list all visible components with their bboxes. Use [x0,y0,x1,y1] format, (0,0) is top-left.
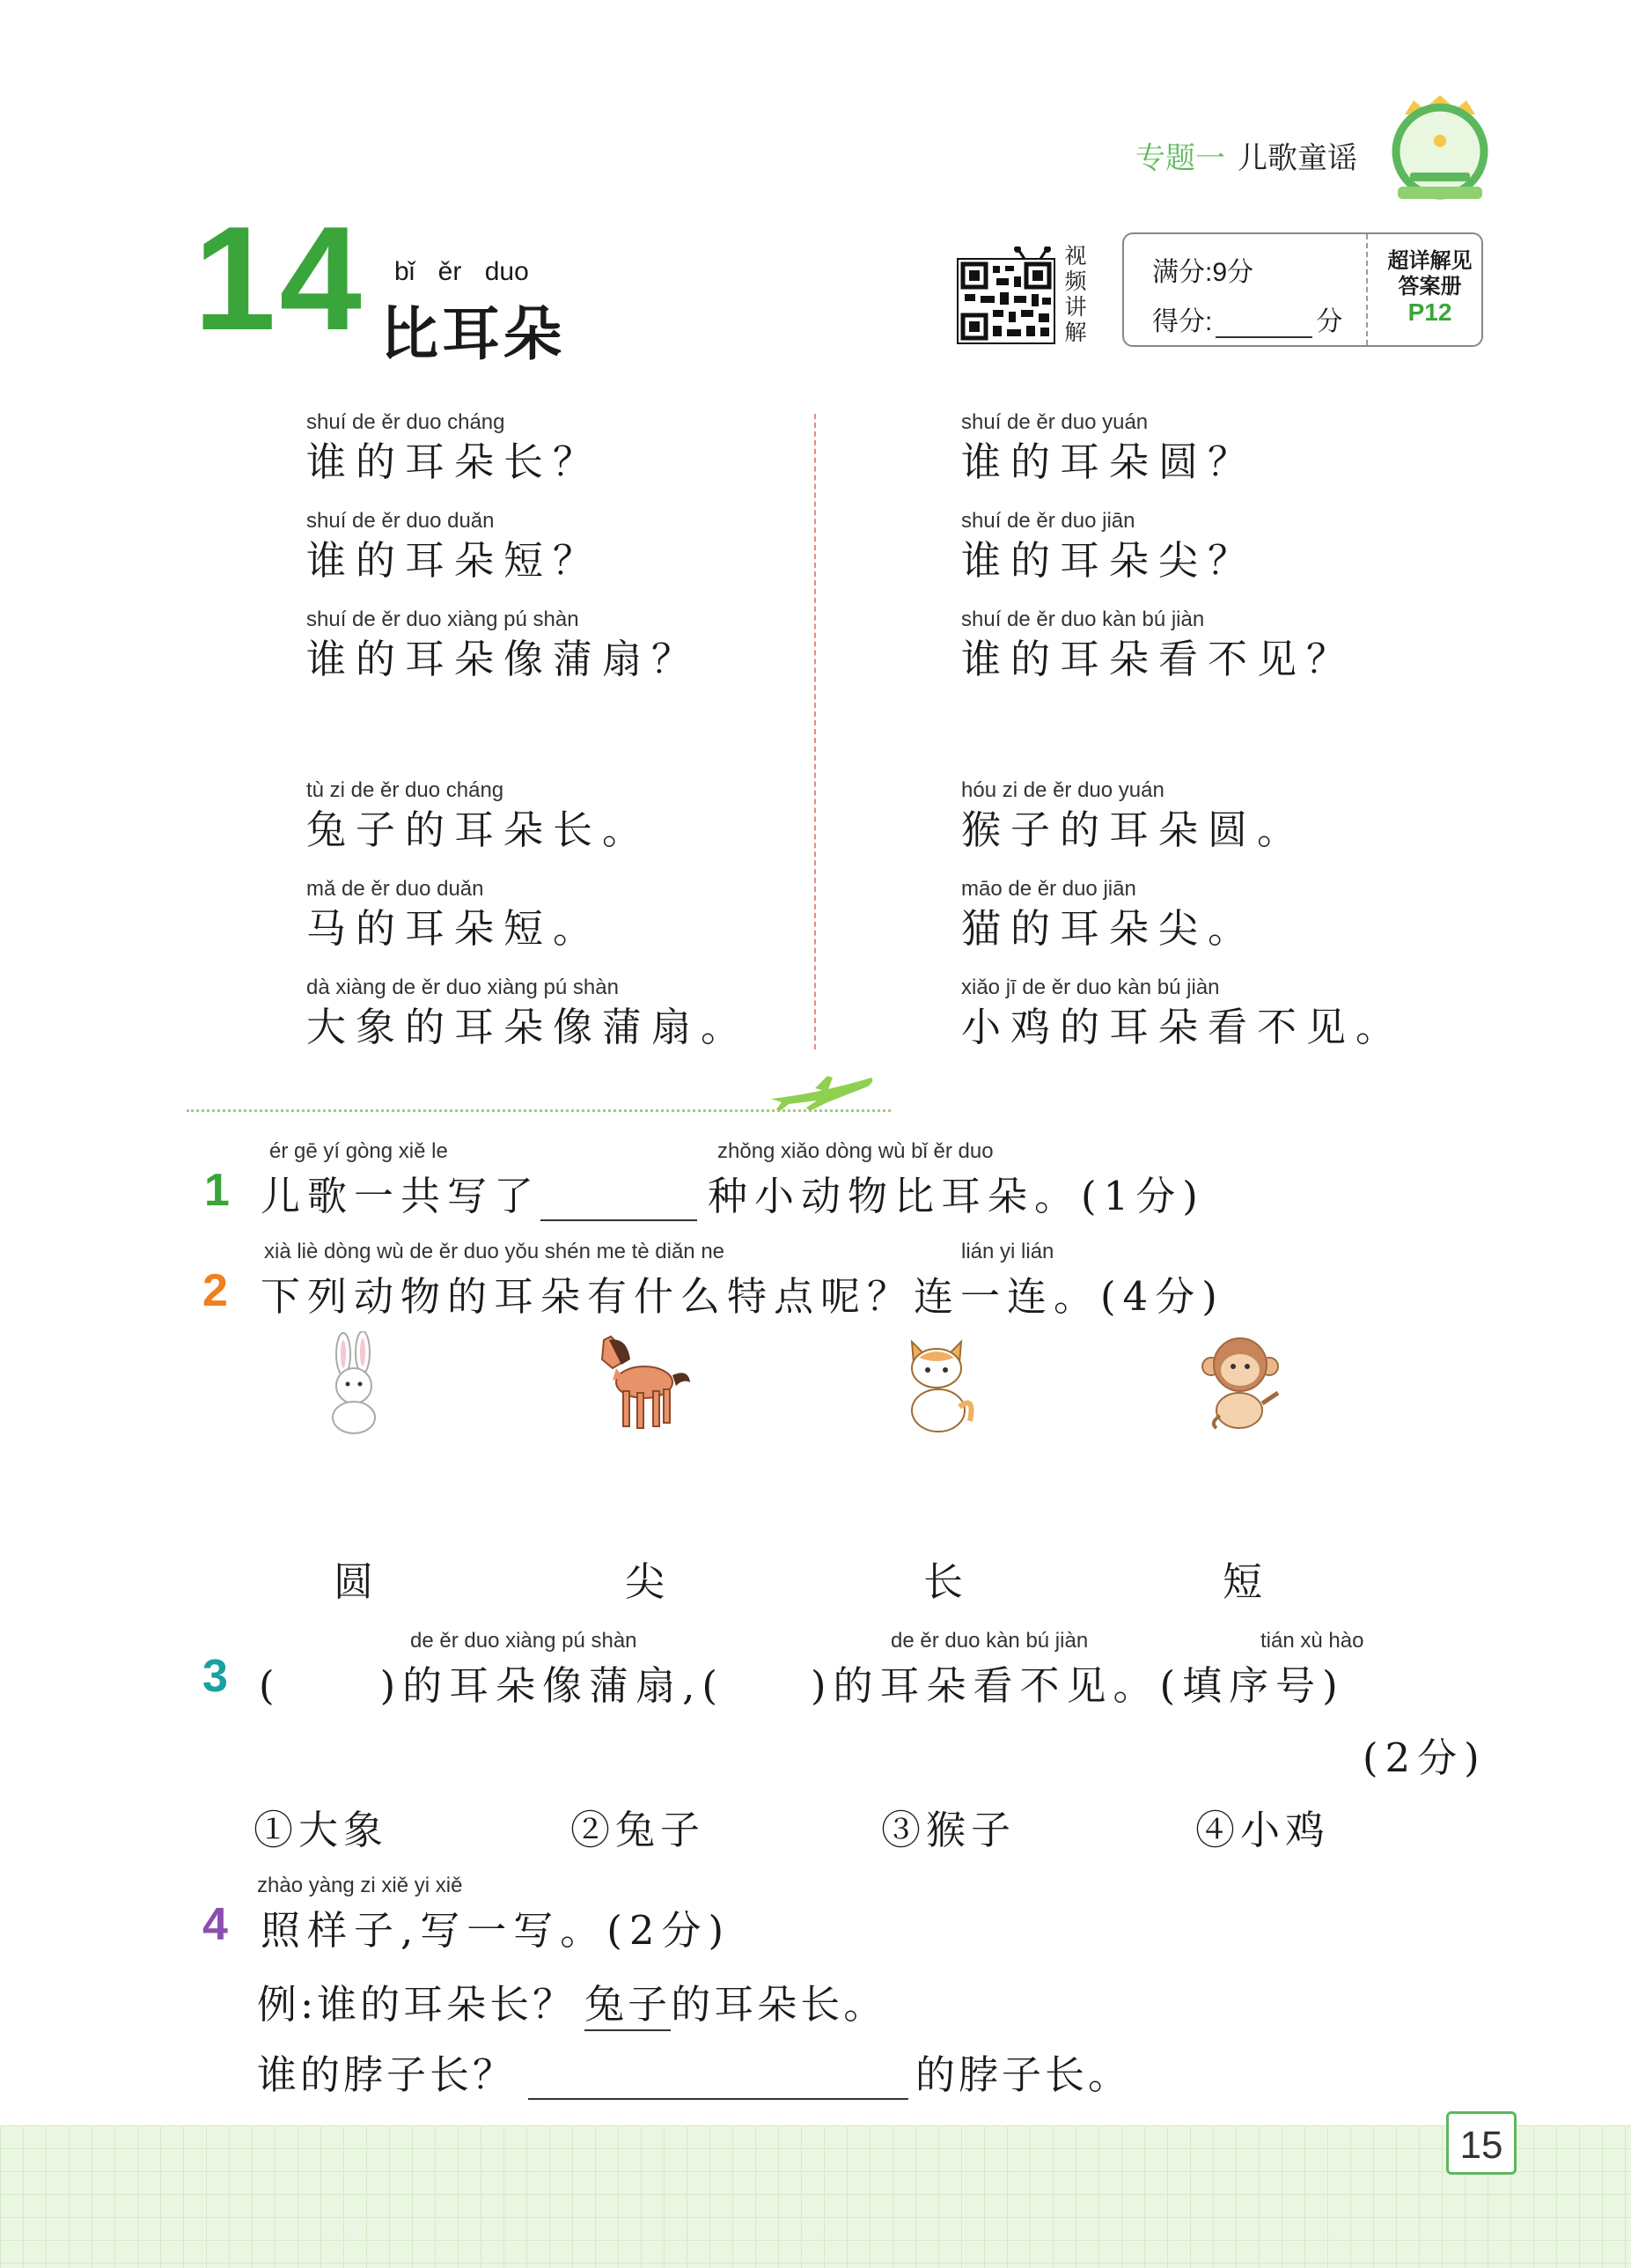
q4-pinyin: zhào yàng zi xiě yi xiě [257,1874,463,1897]
poem-text: 谁的耳朵短？ [306,537,603,584]
rabbit-icon[interactable] [317,1331,391,1435]
poem-text: 谁的耳朵圆？ [961,438,1258,485]
poem-pinyin: tù zi de ěr duo cháng [306,778,504,802]
poem-pinyin: shuí de ěr duo xiàng pú shàn [306,608,579,631]
q3-pinyin-a: de ěr duo xiàng pú shàn [410,1629,637,1653]
poem-line [306,778,651,854]
poem-text: 猴子的耳朵圆。 [961,806,1307,853]
topic-header [1135,134,1357,177]
question-4: 照样子,写一写。(2分) [261,1907,731,1954]
q4-task [257,2043,1131,2100]
score-field [1152,299,1342,338]
poem-line [306,509,602,585]
score-label: 得分: [1152,307,1213,336]
q3-open-paren: ( [259,1662,282,1709]
score-box [1122,232,1483,347]
poem-text: 小鸡的耳朵看不见。 [961,1004,1406,1050]
q3-text-b: )的耳朵看不见。(填序号) [810,1662,1345,1709]
poem-line [961,509,1257,585]
answer-ref-line2: 答案册 [1398,275,1462,298]
poem-pinyin: māo de ěr duo jiān [961,877,1136,901]
q3-option: ④小鸡 [1195,1807,1331,1853]
poem-text: 谁的耳朵像蒲扇？ [306,636,702,682]
poem-pinyin: shuí de ěr duo yuán [961,410,1149,434]
medal-badge-icon [1389,88,1491,204]
q4-example-answer: 兔子 [584,1981,671,2031]
poem-line [961,608,1355,683]
q1-answer-blank[interactable] [540,1181,697,1221]
question-2: 下列动物的耳朵有什么特点呢？连一连。(4分) [261,1273,1224,1320]
q4-answer-suffix: 的脖子长。 [915,2051,1132,2098]
q3-option: ②兔子 [570,1807,706,1853]
poem-pinyin: xiǎo jī de ěr duo kàn bú jiàn [961,976,1220,999]
page-number: 15 [1446,2111,1517,2175]
score-divider [1366,234,1368,345]
qr-video-label: 视频讲解 [1064,243,1087,345]
topic-label: 专题一 [1135,142,1225,175]
feature-label[interactable]: 短 [1223,1558,1263,1605]
question-4-number: 4 [202,1899,228,1950]
poem-pinyin: shuí de ěr duo duǎn [306,509,495,533]
poem-pinyin: shuí de ěr duo kàn bú jiàn [961,608,1205,631]
poem-line [961,976,1405,1051]
question-1-number: 1 [204,1165,230,1216]
q1-text-a: 儿歌一共写了 [261,1173,541,1219]
poem-line [306,410,602,486]
question-1 [261,1164,1205,1221]
score-unit: 分 [1316,307,1343,336]
topic-name: 儿歌童谣 [1238,142,1357,175]
airplane-icon [766,1069,876,1113]
q1-pinyin-a: ér gē yí gòng xiě le [269,1139,448,1163]
q3-text-a: )的耳朵像蒲扇,( [379,1662,724,1709]
feature-label[interactable]: 长 [923,1558,964,1605]
answer-reference [1379,248,1480,325]
score-blank[interactable] [1216,312,1312,338]
poem-text: 马的耳朵短。 [306,905,603,952]
lesson-title: 比耳朵 [380,301,565,366]
poem-line [961,410,1257,486]
poem-line [306,877,602,953]
poem-pinyin: mǎ de ěr duo duǎn [306,877,484,901]
q4-example-prefix: 例:谁的耳朵长？ [257,1981,577,2028]
poem-divider [814,414,816,1049]
q1-text-b: 种小动物比耳朵。(1分) [708,1173,1205,1219]
poem-pinyin: shuí de ěr duo jiān [961,509,1135,533]
lesson-number: 14 [194,195,365,361]
cat-icon[interactable] [900,1333,977,1435]
q3-option: ①大象 [253,1807,389,1853]
feature-label[interactable]: 圆 [334,1558,374,1605]
monkey-icon[interactable] [1197,1331,1287,1433]
qr-code-icon[interactable] [956,247,1063,345]
question-3-number: 3 [202,1651,228,1702]
q2-pinyin-b: lián yi lián [961,1240,1054,1263]
footer-grid [0,2125,1631,2268]
poem-pinyin: hóu zi de ěr duo yuán [961,778,1164,802]
q4-answer-blank[interactable] [528,2059,908,2100]
poem-pinyin: dà xiàng de ěr duo xiàng pú shàn [306,976,619,999]
horse-icon[interactable] [591,1333,695,1435]
q3-pinyin-c: tián xù hào [1260,1629,1364,1653]
q4-example [257,1972,886,2029]
poem-text: 猫的耳朵尖。 [961,905,1258,952]
poem-text: 兔子的耳朵长。 [306,806,652,853]
full-score: 满分:9分 [1152,258,1254,287]
poem-text: 大象的耳朵像蒲扇。 [306,1004,751,1050]
question-2-number: 2 [202,1265,228,1316]
poem-line [306,976,750,1051]
question-3 [259,1653,1345,1711]
q1-pinyin-b: zhǒng xiǎo dòng wù bǐ ěr duo [717,1139,994,1163]
poem-text: 谁的耳朵尖？ [961,537,1258,584]
poem-line [961,877,1257,953]
q2-pinyin-a: xià liè dòng wù de ěr duo yǒu shén me tè diǎn ne [264,1240,725,1263]
poem-text: 谁的耳朵长？ [306,438,603,485]
title-pinyin: bǐ ěr duo [394,257,529,286]
poem-line [961,778,1306,854]
answer-ref-line1: 超详解见 [1387,249,1473,273]
poem-text: 谁的耳朵看不见？ [961,636,1356,682]
q4-example-suffix: 的耳朵长。 [671,1981,887,2028]
feature-label[interactable]: 尖 [625,1558,665,1605]
answer-ref-page: P12 [1407,298,1452,326]
q3-pinyin-b: de ěr duo kàn bú jiàn [891,1629,1089,1653]
poem-line [306,608,701,683]
q3-option: ③猴子 [881,1807,1017,1853]
q3-score: (2分) [1363,1734,1487,1781]
q4-question: 谁的脖子长？ [257,2051,517,2098]
poem-pinyin: shuí de ěr duo cháng [306,410,505,434]
